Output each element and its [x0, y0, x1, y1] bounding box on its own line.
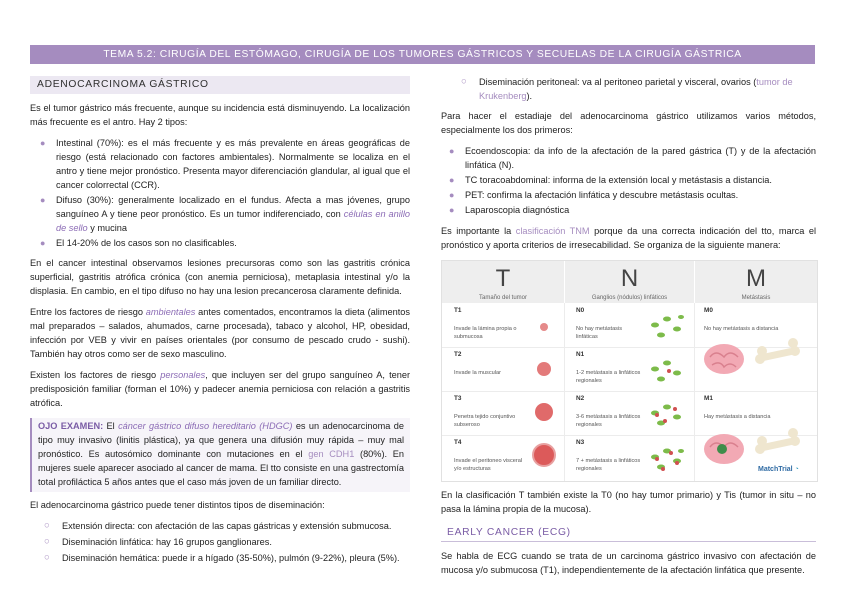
environmental-factors-paragraph: Entre los factores de riesgo ambientales antes comentados, encontramos la dieta (alimentos mal preparados – salados, ahumados, carne procesada), tabaco y alcohol, HP, obesidad, infección por VEB y vivir en países orientales (por consumo de pescado crudo - sushi). También hay otros como ser de sexo masculino.: [30, 307, 410, 360]
bone-metastasis-icon: [755, 428, 800, 454]
bullet-icon: ●: [40, 237, 46, 248]
personal-factors-paragraph: Existen los factores de riesgo personales, que incluyen ser del grupo sanguíneo A, tener predisposición familiar (forman el 10%) y padecer anemia perniciosa con relación a gastritis atrófica.: [30, 370, 411, 409]
tnm-header-m: M Metástasis: [695, 261, 817, 303]
tumor-t4-icon: [533, 444, 555, 466]
highlight-term: células en anillo de sello: [56, 208, 410, 233]
list-item: ○ Diseminación linfática: hay 16 grupos ganglionares.: [44, 536, 410, 550]
tnm-cell-n2: N2 3-6 metástasis a linfáticos regionales: [576, 394, 641, 428]
tnm-paragraph: Es importante la clasificación TNM porque da una correcta indicación del tto, marca el pronóstico y aporta criterios de irresecabilidad. Se organiza de la siguiente manera:: [441, 225, 816, 250]
tumor-t1-icon: [540, 323, 548, 331]
circle-bullet-icon: ○: [44, 520, 50, 532]
highlight-term: personales: [160, 370, 206, 381]
highlight-term: cáncer gástrico difuso hereditario (HDGC): [118, 421, 293, 432]
list-item: ○ Extensión directa: con afectación de las capas gástricas y extensión submucosa.: [44, 520, 410, 534]
staging-paragraph: Para hacer el estadiaje del adenocarcinoma gástrico utilizamos varios métodos, especialmente los dos primeros:: [441, 110, 816, 135]
tnm-cell-m0: M0 No hay metástasis a distancia: [704, 306, 779, 333]
circle-bullet-icon: ○: [44, 536, 50, 548]
dissemination-list-cont: [461, 76, 816, 104]
lymph-nodes-n3-icon: [651, 448, 684, 471]
right-column: [441, 76, 816, 585]
highlight-term: ambientales: [145, 307, 196, 318]
list-item: ● El 14-20% de los casos son no clasificables.: [40, 237, 410, 251]
tnm-header-n: N Ganglios (nódulos) linfáticos: [565, 261, 694, 303]
tnm-cell-t3: T3 Penetra tejido conjuntivo subseroso: [454, 394, 516, 428]
lymph-nodes-n0-icon: [651, 315, 684, 338]
left-column: [30, 76, 410, 572]
list-item: ● Ecoendoscopia: da info de la afectación de la pared gástrica (T) y de la afectación linfática (N).: [449, 145, 816, 170]
highlight-term: clasificación TNM: [515, 225, 590, 236]
tumor-illustrations: [530, 319, 558, 529]
tumor-t3-icon: [535, 403, 553, 421]
tnm-cell-n0: N0 No hay metástasis linfáticas: [576, 306, 623, 340]
list-item: ○ Diseminación peritoneal: va al peritoneo parietal y visceral, ovarios (tumor de Krukenberg).: [461, 76, 793, 101]
early-cancer-paragraph: Se habla de ECG cuando se trata de un carcinoma gástrico invasivo con afectación de mucosa y/o submucosa (T1), independientemente de la afectación linfática que presente.: [441, 551, 816, 576]
circle-bullet-icon: ○: [461, 76, 467, 87]
section-heading-early-cancer: EARLY CANCER (ECG): [441, 524, 816, 543]
tumor-t2-icon: [537, 362, 551, 376]
brain-icon: [704, 344, 744, 374]
bullet-icon: ●: [449, 174, 455, 185]
intro-paragraph: Es el tumor gástrico más frecuente, aunque su incidencia está disminuyendo. La localización más frecuente es el antro. Hay 2 tipos:: [30, 102, 410, 127]
list-item: ● Intestinal (70%): es el más frecuente y es más prevalente en áreas geográficas de riesgo (está relacionado con factores ambientales). Normalmente se localiza en el antro y tiene mejor pronóstico. Presenta mayor diferenciación glandular, al igual que el cancer colorrectal (CCR).: [40, 137, 410, 190]
bullet-icon: ●: [449, 145, 455, 156]
list-item: ● TC toracoabdominal: informa de la extensión local y metástasis a distancia.: [449, 174, 816, 188]
circle-bullet-icon: ○: [44, 552, 50, 564]
lymph-nodes-n2-icon: [651, 404, 681, 425]
exam-note-box: OJO EXAMEN: El cáncer gástrico difuso hereditario (HDGC) es un adenocarcinoma de tipo muy invasivo (linitis plástica), ya que genera una difusión muy rápida – muy mal pronóstico. Es autosómico dominante con mutaciones en el gen CDH1 (80%). En mujeres suele aparecer asociado al cancer de mama. El tto consiste en una gastrectomía total profiláctica 5 años antes que el caso más joven de un familiar directo.: [30, 418, 410, 492]
metastasis-illustrations: [700, 337, 812, 477]
highlight-term: gen CDH1: [308, 449, 355, 460]
precursor-paragraph: En el cancer intestinal observamos lesiones precursoras como son las gastritis crónica superficial, gastritis atrófica crónica (con anemia perniciosa), metaplasia intestinal y/o la displasia. En cambio, en el tipo difuso no hay una lesion precancerosa claramente definida.: [30, 258, 410, 297]
exam-note-label: OJO EXAMEN:: [38, 421, 104, 432]
section-heading-adenocarcinoma: ADENOCARCINOMA GÁSTRICO: [30, 76, 410, 94]
tnm-cell-m1: M1 Hay metástasis a distancia: [704, 394, 771, 421]
types-list: [40, 137, 410, 251]
bone-icon: [755, 338, 800, 364]
matchtrial-logo: MatchTrial ◔: [758, 465, 799, 473]
dissemination-list: [44, 520, 410, 566]
tnm-cell-t1: T1 Invade la lámina propia o submucosa: [454, 306, 517, 340]
bullet-icon: ●: [40, 137, 46, 148]
list-item: ○ Diseminación hemática: puede ir a hígado (35-50%), pulmón (9-22%), pleura (5%).: [44, 552, 410, 566]
highlight-term: tumor de Krukenberg: [479, 77, 793, 101]
page-title-banner: TEMA 5.2: CIRUGÍA DEL ESTÓMAGO, CIRUGÍA DE LOS TUMORES GÁSTRICOS Y SECUELAS DE LA CIRUGÍA GÁSTRICA: [30, 45, 815, 64]
bullet-icon: ●: [449, 189, 455, 200]
tnm-header-t: T Tamaño del tumor: [442, 261, 564, 303]
bullet-icon: ●: [40, 194, 46, 205]
list-item: ● Difuso (30%): generalmente localizado en el fundus. Afecta a mas jóvenes, grupo sanguíneo A y tiene peor pronóstico. Es un tumor indiferenciado, con células en anillo de sello y mucina: [40, 194, 410, 233]
dissemination-intro: El adenocarcinoma gástrico puede tener distintos tipos de diseminación:: [30, 500, 325, 511]
list-item: ● PET: confirma la afectación linfática y descubre metástasis ocultas.: [449, 189, 816, 203]
tnm-cell-t2: T2 Invade la muscular: [454, 350, 501, 377]
lymph-nodes-n1-icon: [651, 360, 681, 381]
lymph-node-illustrations: [647, 311, 689, 481]
tnm-cell-n3: N3 7 + metástasis a linfáticos regionales: [576, 438, 641, 472]
tnm-cell-t4: T4 Invade el peritoneo visceral y/o estructuras: [454, 438, 523, 472]
list-item: ● Laparoscopia diagnóstica: [449, 204, 816, 218]
tnm-cell-n1: N1 1-2 metástasis a linfáticos regionales: [576, 350, 641, 384]
brain-metastasis-icon: [704, 434, 744, 464]
tnm-classification-figure: [441, 260, 818, 482]
staging-methods-list: [449, 145, 816, 218]
t-extra-paragraph: En la clasificación T también existe la T0 (no hay tumor primario) y Tis (tumor in situ – no pasa la lámina propia de la mucosa).: [441, 489, 816, 514]
bullet-icon: ●: [449, 204, 455, 215]
